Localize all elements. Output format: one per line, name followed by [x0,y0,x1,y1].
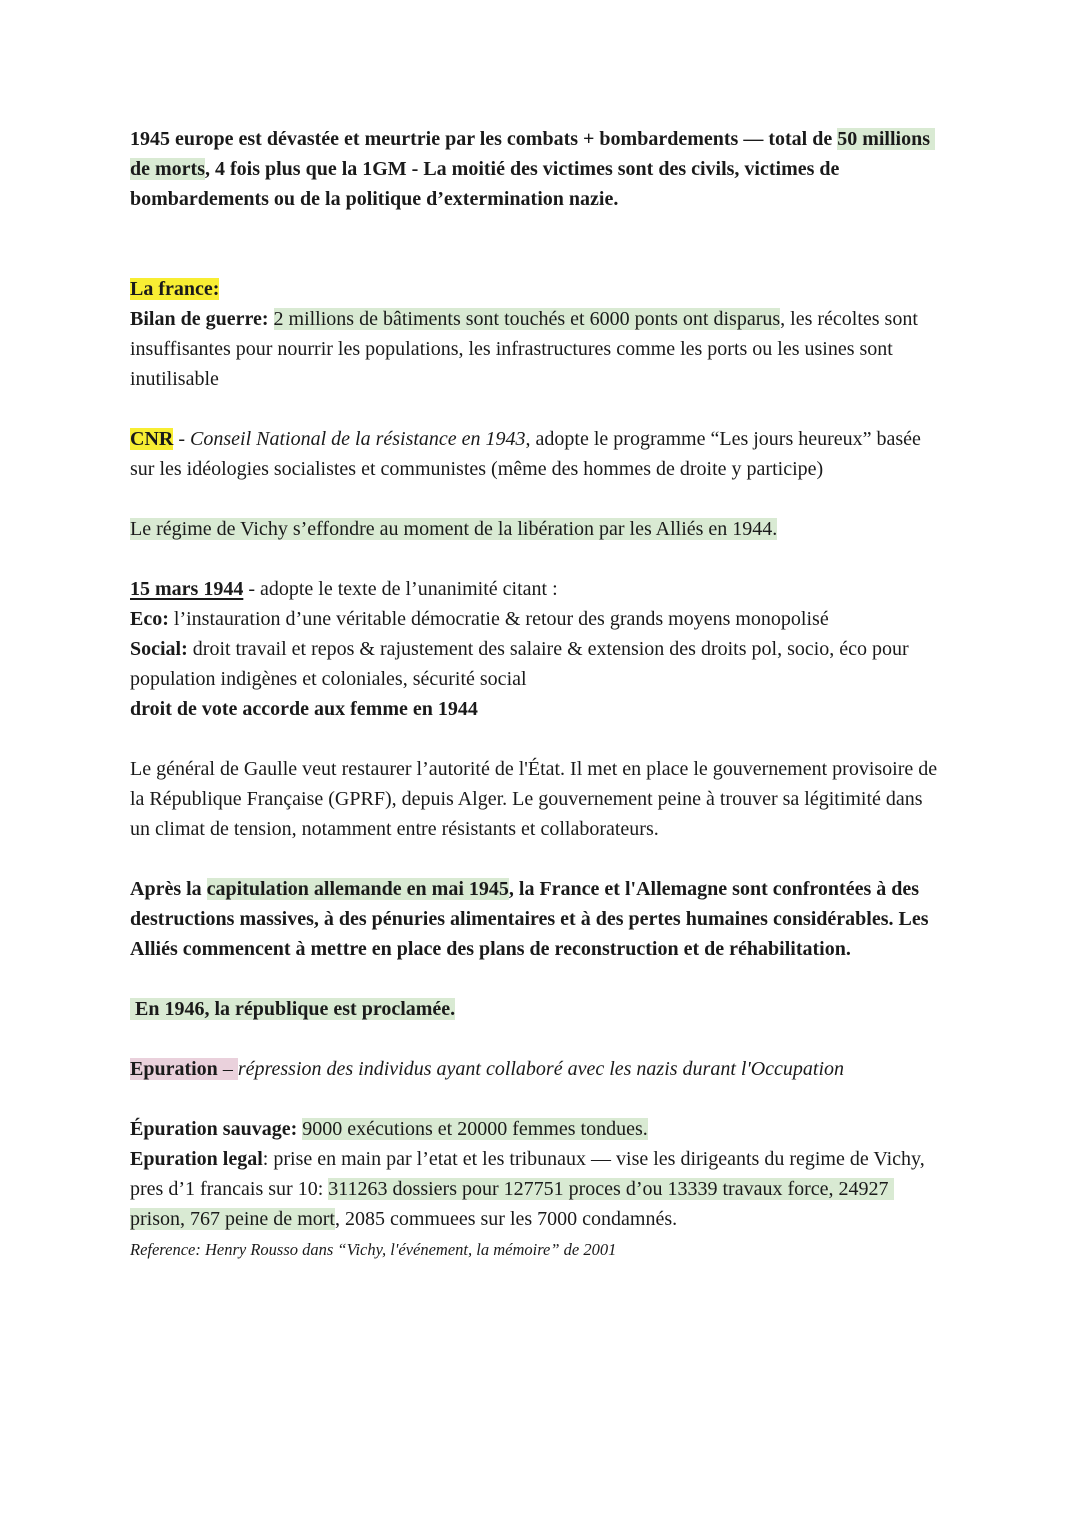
text-segment: 15 mars 1944 [130,578,244,600]
text-segment: Reference: Henry Rousso dans “Vichy, l'événement, la mémoire” de 2001 [130,1240,617,1259]
highlighted-text: capitulation allemande en mai 1945 [206,878,509,900]
highlighted-text: 2 millions de bâtiments sont touchés et 6000 ponts ont disparus [273,308,781,330]
paragraph [130,1114,940,1144]
highlighted-text: En 1946, la république est proclamée. [130,998,456,1020]
text-segment: Bilan de guerre: [130,308,269,330]
blank-line [130,844,940,874]
paragraph [130,124,940,214]
highlighted-text: Epuration [130,1058,218,1080]
blank-line [130,964,940,994]
text-segment: droit de vote accorde aux femme en 1944 [130,698,478,720]
blank-line [130,724,940,754]
text-segment: - adopte le texte de l’unanimité citant : [243,578,558,600]
paragraph [130,274,940,304]
text-segment: , les récoltes sont insuffisantes pour nourrir les populations, les infrastructures comme les ports ou les usines sont inutilisable [130,308,923,390]
highlighted-text: Le régime de Vichy s’effondre au moment de la libération par les Alliés en 1944. [130,518,778,540]
paragraph [130,574,940,604]
text-segment: Social: [130,638,188,660]
text-segment: : prise en main par l’etat et les tribunaux — vise les dirigeants du regime de Vichy, pres d’1 francais sur 10: [130,1148,930,1200]
blank-line [130,1024,940,1054]
paragraph [130,994,940,1024]
paragraph [130,1144,940,1234]
blank-line [130,484,940,514]
text-segment: 1945 europe est dévastée et meurtrie par les combats + bombardements — total de [130,128,838,150]
text-segment: Epuration legal [130,1148,263,1170]
paragraph [130,604,940,634]
paragraph [130,634,940,694]
highlighted-text: 311263 dossiers pour 127751 proces d’ou 13339 travaux force, 24927 prison, 767 peine de mort [130,1178,894,1230]
paragraph [130,754,943,844]
paragraph [130,514,940,544]
text-segment: droit travail et repos & rajustement des salaire & extension des droits pol, socio, éco pour population indigènes et coloniales, sécurité social [130,638,914,690]
paragraph [130,304,940,394]
paragraph [130,1054,940,1084]
text-segment: Épuration sauvage: [130,1118,298,1140]
text-segment: , 4 fois plus que la 1GM - La moitié des victimes sont des civils, victimes de bombardements ou de la politique d’extermination nazie. [130,158,845,210]
blank-line [130,244,940,274]
text-segment: l’instauration d’une véritable démocratie & retour des grands moyens monopolisé [168,608,829,630]
blank-line [130,1084,940,1114]
highlighted-text: 9000 exécutions et 20000 femmes tondues. [302,1118,648,1140]
text-segment: - [173,428,191,450]
highlighted-text: – [217,1058,238,1080]
paragraph [130,424,940,484]
paragraph [130,874,940,964]
highlighted-text: La france: [130,278,220,300]
document-body [130,124,943,1265]
paragraph [130,1234,940,1265]
blank-line [130,544,940,574]
highlighted-text: CNR [130,428,174,450]
text-segment: Après la [130,878,207,900]
blank-line [130,214,940,244]
text-segment: Eco: [130,608,169,630]
text-segment [269,308,274,330]
paragraph [130,694,940,724]
text-segment: , adopte le programme “Les jours heureux” basée sur les idéologies socialistes et communistes (même des hommes de droite y participe) [130,428,926,480]
text-segment: Conseil National de la résistance en 1943 [190,428,526,450]
text-segment: , 2085 commuees sur les 7000 condamnés. [334,1208,678,1230]
blank-line [130,394,940,424]
highlighted-text: 50 millions de morts [130,128,935,180]
text-segment: Le général de Gaulle veut restaurer l’autorité de l'État. Il met en place le gouvernement provisoire de la République Française (GPRF), depuis Alger. Le gouvernement peine à trouver sa légitimité dans un climat de tension, notamment entre résistants et collaborateurs. [130,758,943,840]
text-segment: , la France et l'Allemagne sont confrontées à des destructions massives, à des pénuries alimentaires et à des pertes humaines considérables. Les Alliés commencent à mettre en place des plans de reconstruction et de réhabilitation. [130,878,933,960]
text-segment: répression des individus ayant collaboré avec les nazis durant l'Occupation [237,1058,845,1080]
